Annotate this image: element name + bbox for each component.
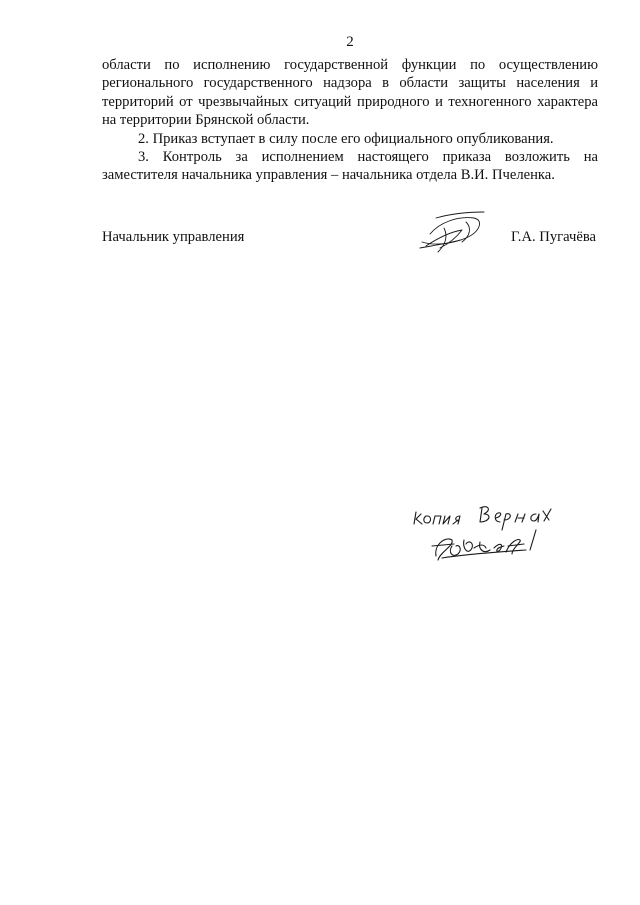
copy-certification-handwriting bbox=[408, 498, 568, 570]
paragraph-3: 3. Контроль за исполнением настоящего приказа возложить на заместителя начальника управления – начальника отдела В.И. Пчеленка. bbox=[102, 149, 598, 184]
paragraph-2: 2. Приказ вступает в силу после его официального опубликования. bbox=[138, 130, 554, 147]
page-number: 2 bbox=[346, 34, 354, 50]
signature-block bbox=[102, 229, 598, 259]
handwritten-signature bbox=[400, 208, 492, 258]
signatory-name: Г.А. Пугачёва bbox=[511, 229, 596, 245]
signatory-title: Начальник управления bbox=[102, 229, 245, 245]
paragraph-continuation: области по исполнению государственной функции по осуществлению регионального государственного надзора в области защиты населения и территорий от чрезвычайных ситуаций природного и техногенного характера на территории Брянской области. bbox=[102, 57, 598, 129]
document-body bbox=[102, 56, 598, 185]
